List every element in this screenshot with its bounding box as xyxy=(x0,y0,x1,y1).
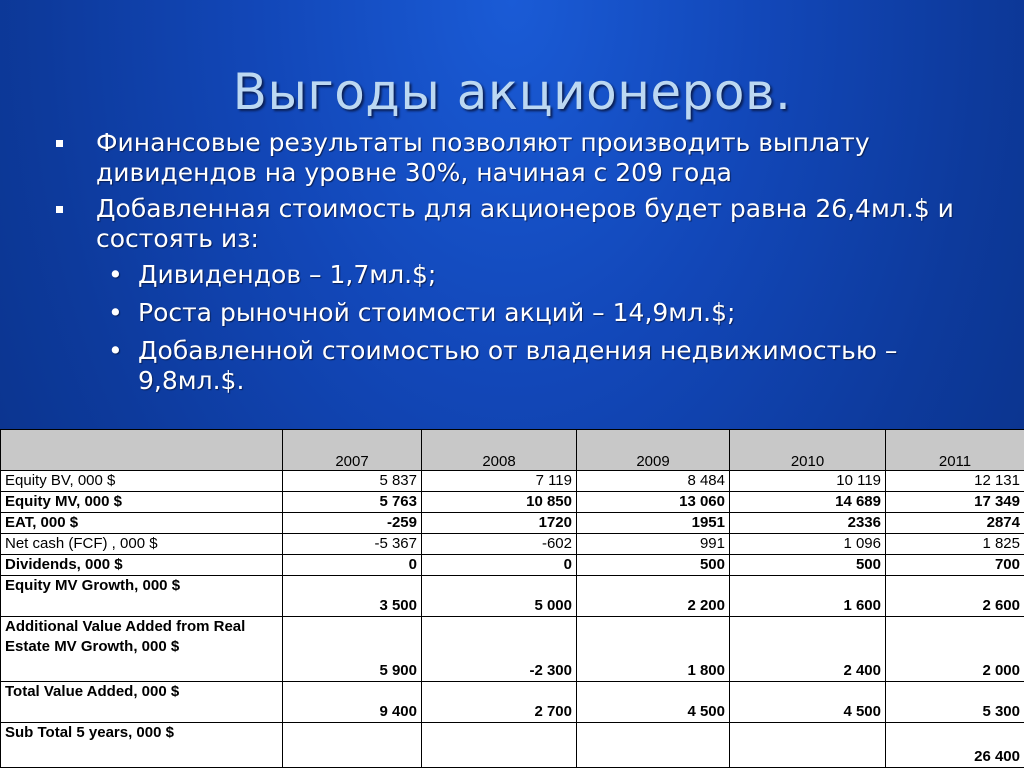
table-cell: 2 400 xyxy=(730,617,886,682)
sub-bullet-text: Роста рыночной стоимости акций – 14,9мл.$; xyxy=(138,298,736,327)
sub-bullet-dividends xyxy=(52,260,1002,290)
square-bullet-icon xyxy=(56,140,63,147)
table-cell: 2336 xyxy=(730,513,886,534)
table-cell: 2 000 xyxy=(886,617,1024,682)
row-label: Equity BV, 000 $ xyxy=(1,471,283,492)
table-cell: 1 600 xyxy=(730,576,886,617)
table-cell: 0 xyxy=(283,555,422,576)
table-row xyxy=(1,513,1024,534)
table-cell: 5 763 xyxy=(283,492,422,513)
table-cell: 10 119 xyxy=(730,471,886,492)
table-row xyxy=(1,555,1024,576)
table-cell: -5 367 xyxy=(283,534,422,555)
round-bullet-icon: • xyxy=(108,260,123,289)
table-cell: 14 689 xyxy=(730,492,886,513)
square-bullet-icon xyxy=(56,206,63,213)
table-row xyxy=(1,471,1024,492)
row-label: Dividends, 000 $ xyxy=(1,555,283,576)
row-label: Sub Total 5 years, 000 $ xyxy=(1,723,283,768)
table-cell: 5 000 xyxy=(422,576,577,617)
table-cell: 10 850 xyxy=(422,492,577,513)
table-row xyxy=(1,723,1024,768)
table-cell: -259 xyxy=(283,513,422,534)
row-label: Net cash (FCF) , 000 $ xyxy=(1,534,283,555)
table-cell: 2 600 xyxy=(886,576,1024,617)
header-label-cell xyxy=(1,430,283,471)
table-cell: 9 400 xyxy=(283,682,422,723)
table-cell xyxy=(422,723,577,768)
table-cell: 4 500 xyxy=(730,682,886,723)
round-bullet-icon: • xyxy=(108,298,123,327)
table-cell: 5 837 xyxy=(283,471,422,492)
row-label: EAT, 000 $ xyxy=(1,513,283,534)
table-cell: 12 131 xyxy=(886,471,1024,492)
table-cell xyxy=(283,723,422,768)
table-cell: 1720 xyxy=(422,513,577,534)
bullet-text: Финансовые результаты позволяют производить выплату дивидендов на уровне 30%, начиная с 209 года xyxy=(96,128,870,187)
round-bullet-icon: • xyxy=(108,336,123,365)
year-header: 2011 xyxy=(886,430,1024,471)
slide-body xyxy=(52,128,1002,404)
table-cell: 1 096 xyxy=(730,534,886,555)
year-header: 2010 xyxy=(730,430,886,471)
table-cell: 2 700 xyxy=(422,682,577,723)
table-cell: 0 xyxy=(422,555,577,576)
table-row xyxy=(1,534,1024,555)
table-cell: -602 xyxy=(422,534,577,555)
table-cell: 1951 xyxy=(577,513,730,534)
table-row xyxy=(1,617,1024,682)
table-cell xyxy=(730,723,886,768)
sub-bullet-market-growth xyxy=(52,298,1002,328)
bullet-text: Добавленная стоимость для акционеров будет равна 26,4мл.$ и состоять из: xyxy=(96,194,954,253)
slide-title: Выгоды акционеров. xyxy=(232,63,792,121)
table-cell: 8 484 xyxy=(577,471,730,492)
year-header: 2007 xyxy=(283,430,422,471)
row-label: Equity MV Growth, 000 $ xyxy=(1,576,283,617)
table-cell: 500 xyxy=(730,555,886,576)
table-row xyxy=(1,682,1024,723)
table-cell xyxy=(577,723,730,768)
table-cell: 2874 xyxy=(886,513,1024,534)
financial-table xyxy=(0,429,1024,768)
table-cell: 26 400 xyxy=(886,723,1024,768)
table-row xyxy=(1,576,1024,617)
table-cell: 1 825 xyxy=(886,534,1024,555)
table-cell: 500 xyxy=(577,555,730,576)
table-cell: -2 300 xyxy=(422,617,577,682)
table-cell: 2 200 xyxy=(577,576,730,617)
financial-table-container xyxy=(0,429,1024,768)
sub-bullet-text: Дивидендов – 1,7мл.$; xyxy=(138,260,437,289)
table-cell: 5 900 xyxy=(283,617,422,682)
table-cell: 3 500 xyxy=(283,576,422,617)
table-cell: 1 800 xyxy=(577,617,730,682)
table-cell: 13 060 xyxy=(577,492,730,513)
table-cell: 4 500 xyxy=(577,682,730,723)
row-label: Equity MV, 000 $ xyxy=(1,492,283,513)
year-header: 2009 xyxy=(577,430,730,471)
table-cell: 5 300 xyxy=(886,682,1024,723)
table-cell: 700 xyxy=(886,555,1024,576)
table-row xyxy=(1,492,1024,513)
table-cell: 17 349 xyxy=(886,492,1024,513)
table-header-row xyxy=(1,430,1024,471)
row-label: Additional Value Added from Real Estate MV Growth, 000 $ xyxy=(1,617,283,682)
year-header: 2008 xyxy=(422,430,577,471)
bullet-dividends-policy xyxy=(52,128,1002,188)
table-cell: 7 119 xyxy=(422,471,577,492)
sub-bullet-real-estate xyxy=(52,336,1002,396)
row-label: Total Value Added, 000 $ xyxy=(1,682,283,723)
sub-bullet-text: Добавленной стоимостью от владения недвижимостью – 9,8мл.$. xyxy=(138,336,898,395)
table-cell: 991 xyxy=(577,534,730,555)
bullet-added-value xyxy=(52,194,1002,254)
